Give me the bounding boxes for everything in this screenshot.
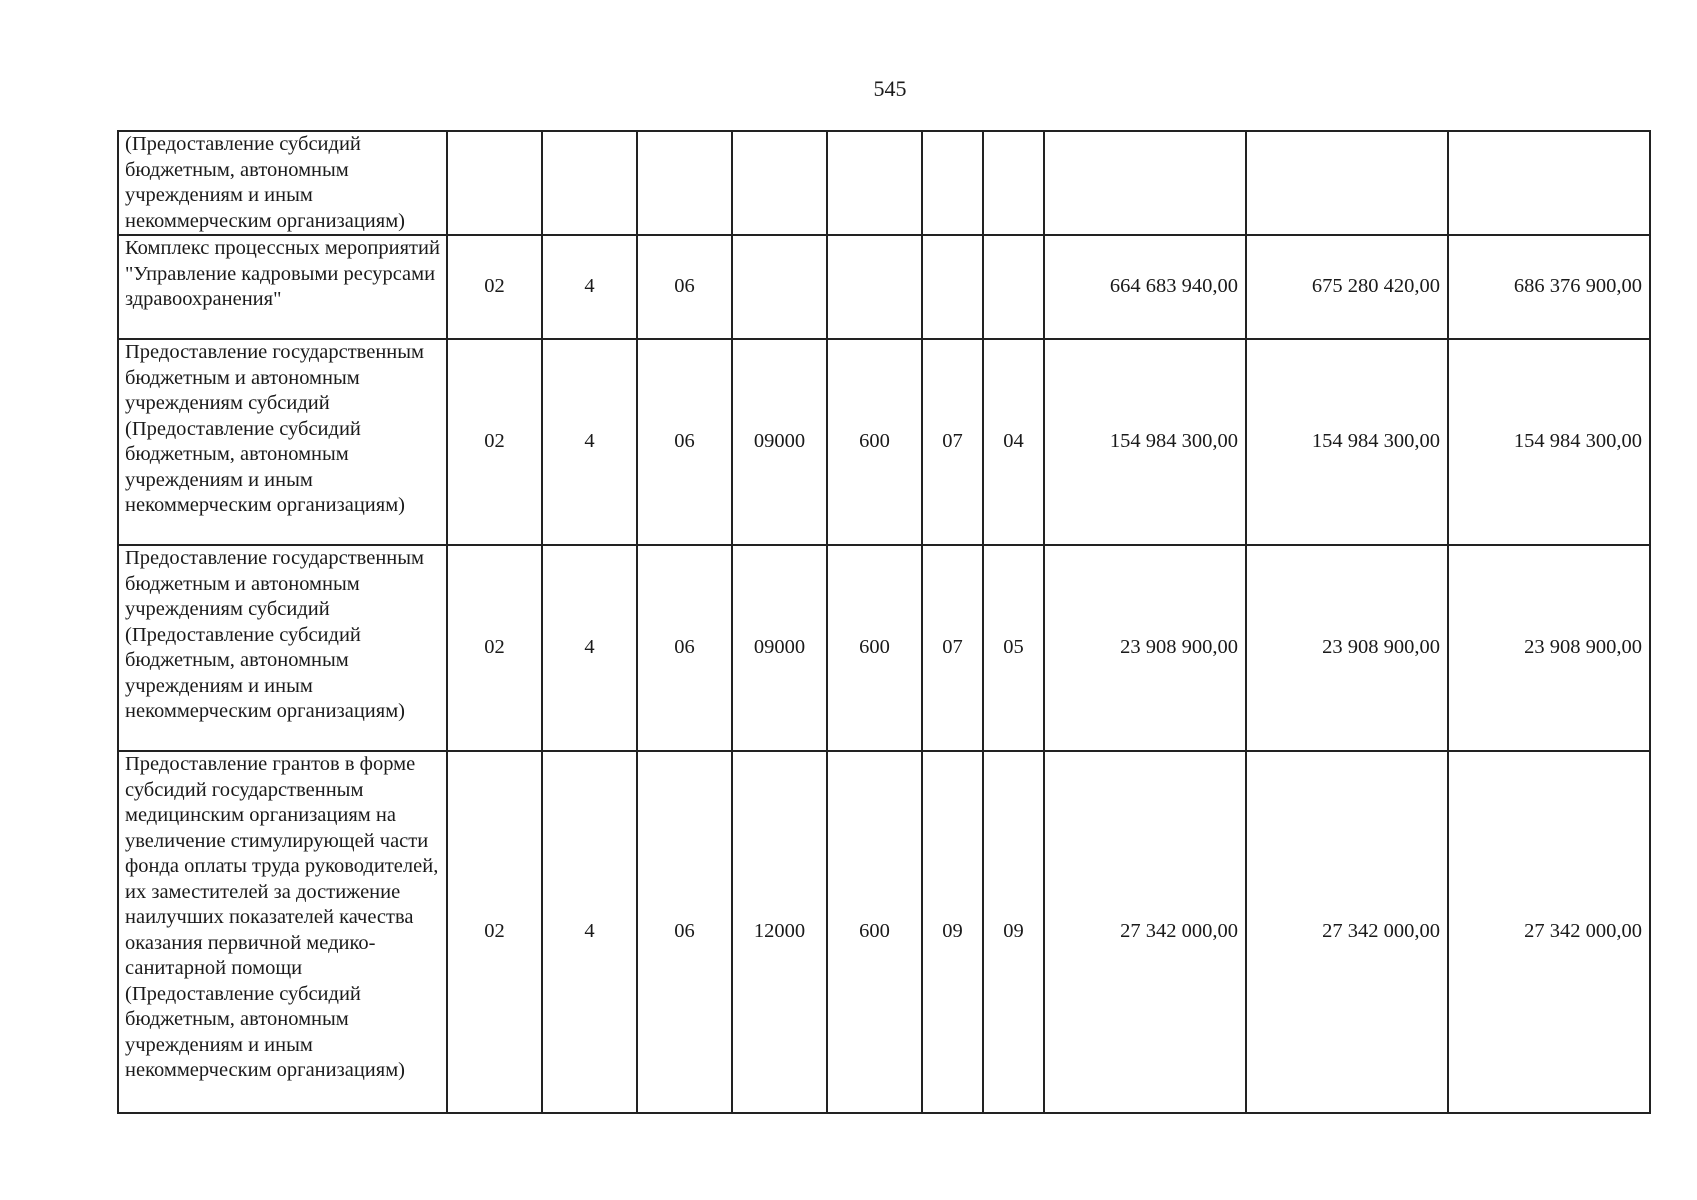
cell-code-6 — [922, 131, 983, 235]
cell-amount-2: 23 908 900,00 — [1246, 545, 1448, 751]
cell-code-2: 4 — [542, 751, 637, 1113]
table-row — [118, 751, 1650, 1113]
cell-code-3 — [637, 131, 732, 235]
cell-code-1: 02 — [447, 751, 542, 1113]
table-row — [118, 131, 1650, 235]
cell-code-7: 05 — [983, 545, 1044, 751]
cell-code-3: 06 — [637, 235, 732, 339]
row-name: Предоставление государственным бюджетным и автономным учреждениям субсидий (Предоставление субсидий бюджетным, автономным учреждениям и иным некоммерческим организациям) — [118, 339, 447, 545]
cell-amount-1: 23 908 900,00 — [1044, 545, 1246, 751]
cell-code-6 — [922, 235, 983, 339]
cell-amount-1 — [1044, 131, 1246, 235]
cell-amount-1: 664 683 940,00 — [1044, 235, 1246, 339]
cell-code-1: 02 — [447, 235, 542, 339]
cell-code-7 — [983, 131, 1044, 235]
cell-code-4: 09000 — [732, 545, 827, 751]
cell-code-5: 600 — [827, 751, 922, 1113]
cell-amount-3: 27 342 000,00 — [1448, 751, 1650, 1113]
cell-code-6: 07 — [922, 545, 983, 751]
cell-code-4: 09000 — [732, 339, 827, 545]
budget-table — [117, 130, 1651, 1114]
cell-code-2: 4 — [542, 545, 637, 751]
cell-code-7 — [983, 235, 1044, 339]
cell-amount-2: 154 984 300,00 — [1246, 339, 1448, 545]
cell-code-1: 02 — [447, 545, 542, 751]
cell-code-1: 02 — [447, 339, 542, 545]
cell-code-4: 12000 — [732, 751, 827, 1113]
cell-code-7: 04 — [983, 339, 1044, 545]
row-name: (Предоставление субсидий бюджетным, автономным учреждениям и иным некоммерческим организациям) — [118, 131, 447, 235]
page-number: 545 — [873, 76, 907, 101]
cell-code-4 — [732, 235, 827, 339]
row-name: Предоставление грантов в форме субсидий государственным медицинским организациям на увеличение стимулирующей части фонда оплаты труда руководителей, их заместителей за достижение наилучших показателей качества оказания первичной медико-санитарной помощи (Предоставление субсидий бюджетным, автономным учреждениям и иным некоммерческим организациям) — [118, 751, 447, 1113]
cell-code-6: 09 — [922, 751, 983, 1113]
cell-code-5: 600 — [827, 339, 922, 545]
cell-code-6: 07 — [922, 339, 983, 545]
cell-code-2 — [542, 131, 637, 235]
cell-code-5: 600 — [827, 545, 922, 751]
cell-code-5 — [827, 235, 922, 339]
cell-code-5 — [827, 131, 922, 235]
cell-code-4 — [732, 131, 827, 235]
cell-amount-3: 23 908 900,00 — [1448, 545, 1650, 751]
cell-amount-2 — [1246, 131, 1448, 235]
cell-amount-1: 154 984 300,00 — [1044, 339, 1246, 545]
cell-amount-3 — [1448, 131, 1650, 235]
cell-code-3: 06 — [637, 751, 732, 1113]
cell-amount-3: 686 376 900,00 — [1448, 235, 1650, 339]
row-name: Комплекс процессных мероприятий "Управление кадровыми ресурсами здравоохранения" — [118, 235, 447, 339]
cell-code-3: 06 — [637, 339, 732, 545]
cell-code-3: 06 — [637, 545, 732, 751]
row-name: Предоставление государственным бюджетным и автономным учреждениям субсидий (Предоставление субсидий бюджетным, автономным учреждениям и иным некоммерческим организациям) — [118, 545, 447, 751]
cell-amount-2: 675 280 420,00 — [1246, 235, 1448, 339]
cell-amount-3: 154 984 300,00 — [1448, 339, 1650, 545]
table-row — [118, 235, 1650, 339]
cell-amount-2: 27 342 000,00 — [1246, 751, 1448, 1113]
cell-code-7: 09 — [983, 751, 1044, 1113]
cell-amount-1: 27 342 000,00 — [1044, 751, 1246, 1113]
table-row — [118, 545, 1650, 751]
table-row — [118, 339, 1650, 545]
cell-code-1 — [447, 131, 542, 235]
cell-code-2: 4 — [542, 339, 637, 545]
cell-code-2: 4 — [542, 235, 637, 339]
